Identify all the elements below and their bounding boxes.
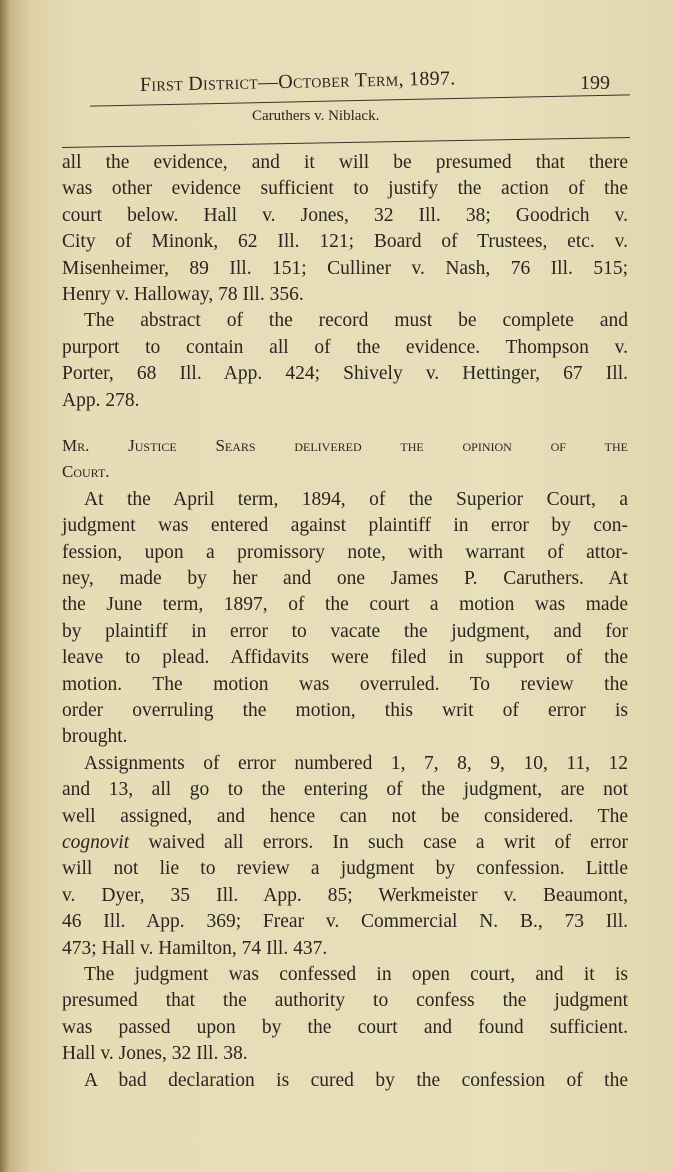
line-text: was other evidence sufficient to justify the action of the [62, 178, 628, 200]
line-text: well assigned, and hence can not be considered. The [62, 805, 628, 827]
text-line [62, 310, 628, 332]
text-line [62, 178, 628, 200]
line-text: At the April term, 1894, of the Superior Court, a [84, 488, 628, 510]
line-text: leave to plead. Affidavits were filed in support of the [62, 647, 628, 669]
line-text: judgment was entered against plaintiff in error by con- [62, 515, 628, 537]
line-text: and 13, all go to the entering of the judgment, are not [62, 779, 628, 801]
text-line [62, 436, 628, 456]
text-line [62, 832, 628, 854]
line-text: fession, upon a promissory note, with warrant of attor- [62, 541, 628, 563]
text-line [62, 726, 628, 748]
line-text: Court. [62, 462, 110, 482]
text-line [62, 911, 628, 933]
line-text: The judgment was confessed in open court, and it is [84, 964, 628, 985]
text-line [62, 647, 628, 669]
text-line [62, 674, 628, 696]
text-line [62, 1070, 628, 1092]
line-text: Misenheimer, 89 Ill. 151; Culliner v. Nash, 76 Ill. 515; [62, 257, 628, 279]
text-line [62, 363, 628, 385]
text-line [62, 489, 628, 511]
text-line [62, 885, 628, 907]
line-text: purport to contain all of the evidence. Thompson v. [62, 336, 628, 358]
line-text: Henry v. Halloway, 78 Ill. 356. [62, 284, 304, 305]
running-title: Caruthers v. Niblack. [252, 108, 380, 124]
line-text: App. 278. [62, 389, 140, 411]
text-line [62, 515, 628, 537]
line-text: Porter, 68 Ill. App. 424; Shively v. Hettinger, 67 Ill. [62, 363, 628, 385]
italic-term: cognovit [62, 832, 130, 853]
text-line [62, 806, 628, 828]
line-text: all the evidence, and it will be presumed that there [62, 152, 628, 173]
line-text: presumed that the authority to confess the judgment [62, 990, 628, 1012]
page-header-title: First District—October Term, 1897. [139, 67, 456, 96]
text-line [62, 621, 628, 643]
line-text: Hall v. Jones, 32 Ill. 38. [62, 1043, 248, 1065]
line-text: waived all errors. In such case a writ of error [148, 832, 628, 853]
text-line [62, 568, 628, 590]
text-line [62, 1043, 628, 1065]
line-text: the June term, 1897, of the court a motion was made [62, 594, 628, 616]
line-text: court below. Hall v. Jones, 32 Ill. 38; Goodrich v. [62, 204, 628, 226]
line-text: City of Minonk, 62 Ill. 121; Board of Trustees, etc. v. [62, 231, 628, 253]
text-line [62, 779, 628, 801]
text-line [62, 284, 628, 306]
line-text: v. Dyer, 35 Ill. App. 85; Werkmeister v. Beaumont, [62, 884, 628, 906]
text-line [62, 205, 628, 227]
text-line [62, 542, 628, 564]
text-line [62, 1017, 628, 1039]
text-line [62, 938, 628, 960]
text-line [62, 964, 628, 986]
line-text: The abstract of the record must be complete and [84, 310, 628, 332]
text-line [62, 753, 628, 775]
line-text: will not lie to review a judgment by confession. Little [62, 858, 628, 880]
line-text: 46 Ill. App. 369; Frear v. Commercial N. B., 73 Ill. [62, 911, 628, 933]
text-line [62, 337, 628, 359]
line-text: was passed upon by the court and found sufficient. [62, 1016, 628, 1038]
text-line [62, 390, 628, 412]
text-line [62, 858, 628, 880]
page-number: 199 [580, 72, 610, 94]
line-text: ney, made by her and one James P. Caruthers. At [62, 568, 628, 589]
line-text: order overruling the motion, this writ of error is [62, 700, 628, 721]
line-text: by plaintiff in error to vacate the judgment, and for [62, 620, 628, 642]
line-text: Assignments of error numbered 1, 7, 8, 9, 10, 11, 12 [84, 752, 628, 774]
text-line [62, 990, 628, 1012]
line-text: Mr. Justice Sears delivered the opinion of the [62, 436, 628, 455]
line-text: 473; Hall v. Hamilton, 74 Ill. 437. [62, 937, 328, 959]
text-line [62, 231, 628, 253]
text-line [62, 594, 628, 616]
line-text: brought. [62, 726, 128, 748]
text-line [62, 152, 628, 174]
text-line [62, 700, 628, 722]
line-text: motion. The motion was overruled. To review the [62, 673, 628, 695]
text-line [62, 258, 628, 280]
text-line [62, 462, 628, 482]
line-text: A bad declaration is cured by the confession of the [84, 1069, 628, 1091]
running-title-rule [62, 137, 630, 148]
